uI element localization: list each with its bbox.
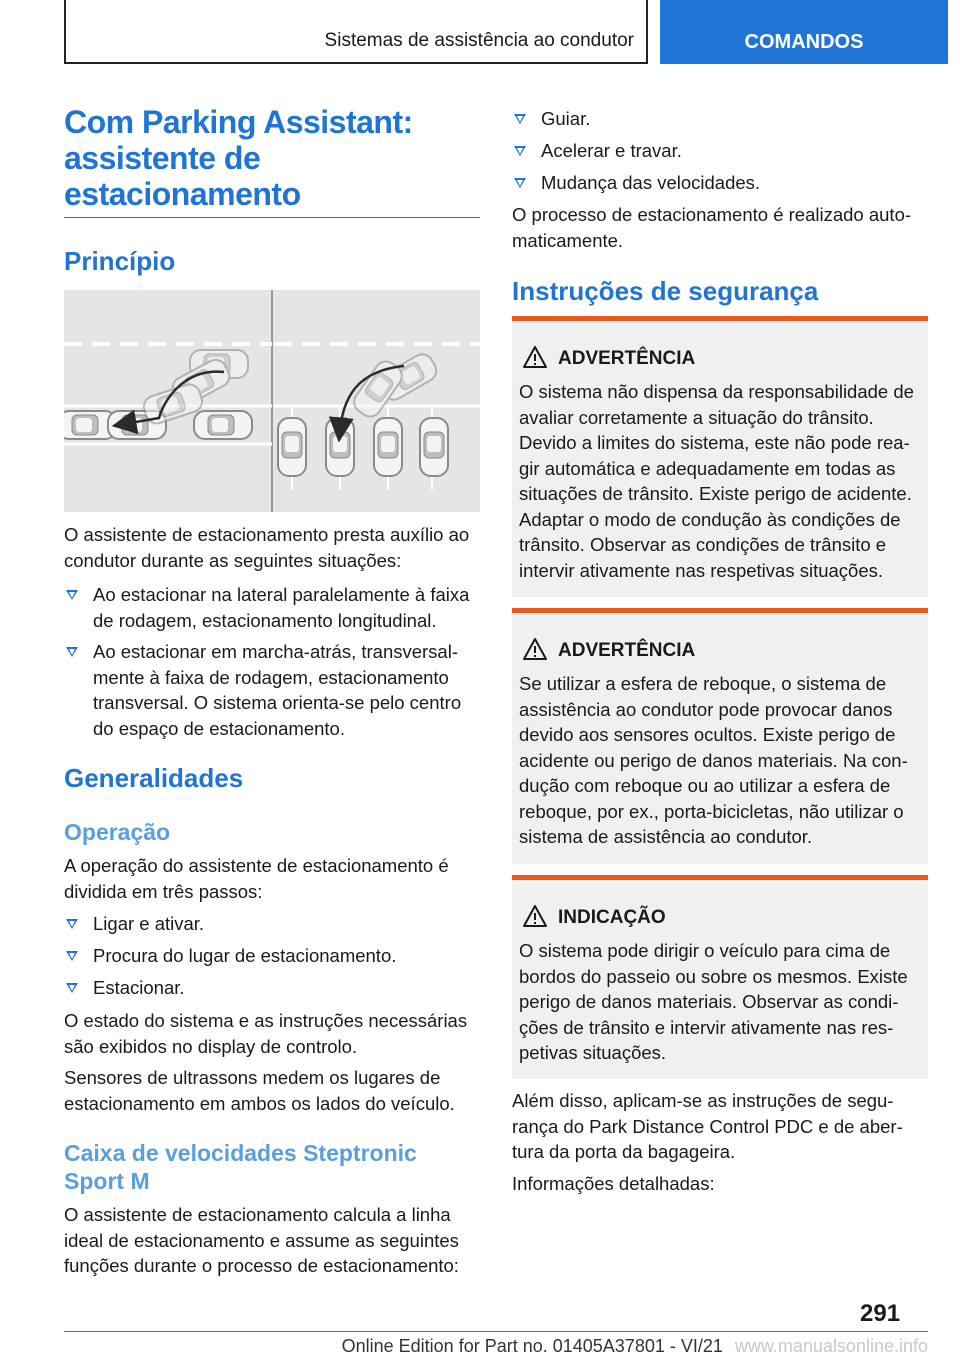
bullet-triangle-icon (66, 983, 78, 993)
list-item (64, 911, 480, 937)
note-title: INDICAÇÃO (558, 907, 666, 928)
list-item-text: Ao estacionar em marcha-atrás, transversal-mente à faixa de rodagem, estacionamento transversal. O sistema orienta-se pelo centro do espaço de estacionamento. (93, 641, 462, 739)
warning-triangle-icon (522, 345, 548, 369)
warning-box (512, 316, 928, 597)
header-section-title: Sistemas de assistência ao condutor (324, 30, 634, 51)
footer-edition-line (0, 1336, 960, 1357)
list-item-text: Guiar. (541, 108, 591, 129)
header-section-box (64, 0, 648, 64)
list-item-text: Procura do lugar de estacionamento. (93, 945, 397, 966)
list-item-text: Estacionar. (93, 977, 185, 998)
note-text: O sistema pode dirigir o veículo para cima de bordos do passeio ou sobre os mesmos. Existe perigo de danos materiais. Observar as condi-ções de trânsito e intervir ativamente nas res-petivas situações. (519, 940, 908, 1063)
watermark: www.manualsonline.info (734, 1336, 928, 1356)
list-item (64, 975, 480, 1001)
note-box (512, 875, 928, 1079)
footer-edition: Online Edition for Part no. 01405A37801 - VI/21 (341, 1336, 723, 1356)
paragraph-caixa: O assistente de estacionamento calcula a linha ideal de estacionamento e assume as seguintes funções durante o processo de estacionamento: (64, 1204, 459, 1276)
parking-diagram-image (64, 290, 480, 512)
header-tab-comandos[interactable]: COMANDOS (660, 0, 948, 64)
footer-divider (64, 1331, 928, 1332)
list-item (512, 170, 928, 196)
warning-box (512, 608, 928, 864)
warning-triangle-icon (522, 904, 548, 928)
list-item-text: Mudança das velocidades. (541, 172, 761, 193)
bullet-triangle-icon (66, 647, 78, 657)
list-item (64, 582, 480, 633)
heading-generalidades: Generalidades (64, 763, 244, 793)
paragraph-auto: O processo de estacionamento é realizado auto-maticamente. (512, 204, 912, 251)
page-number: 291 (860, 1300, 901, 1327)
paragraph-intro: O assistente de estacionamento presta auxílio ao condutor durante as seguintes situações: (64, 524, 470, 571)
list-item (64, 639, 480, 741)
list-item-text: Acelerar e travar. (541, 140, 682, 161)
paragraph-sensores: Sensores de ultrassons medem os lugares de estacionamento em ambos os lados do veículo. (64, 1067, 455, 1114)
warning-title: ADVERTÊNCIA (558, 348, 696, 369)
paragraph-operacao: A operação do assistente de estacionamento é dividida em três passos: (64, 855, 449, 902)
bullet-triangle-icon (66, 590, 78, 600)
bullet-triangle-icon (514, 178, 526, 188)
bullet-triangle-icon (514, 114, 526, 124)
page-title: Com Parking Assistant: assistente de estacionamento (64, 104, 413, 212)
warning-text: Se utilizar a esfera de reboque, o sistema de assistência ao condutor pode provocar danos devido aos sensores ocultos. Existe perigo de acidente ou perigo de danos materiais. Na con-dução com reboque ou ao utilizar a esfera de reboque, por ex., porta-bicicletas, não utilizar o sistema de assistência ao condutor. (519, 673, 908, 847)
parking-diagram-svg (64, 290, 480, 512)
paragraph-alem: Além disso, aplicam-se as instruções de segu-rança do Park Distance Control PDC e de aber-tura da porta da bagageira. (512, 1090, 903, 1162)
list-item (512, 138, 928, 164)
warning-text: O sistema não dispensa da responsabilidade de avaliar corretamente a situação do trânsito. Devido a limites do sistema, este não pode rea-gir automática e adequadamente em todas as situações de trânsito. Existe perigo de acidente. Adaptar o modo de condução às condições de trânsito. Observar as condições de trânsito e intervir ativamente nas respetivas situações. (519, 381, 914, 581)
list-item (64, 943, 480, 969)
list-item-text: Ao estacionar na lateral paralelamente à faixa de rodagem, estacionamento longitudinal. (93, 584, 470, 631)
heading-caixa-velocidades: Caixa de velocidades Steptronic Sport M (64, 1140, 417, 1194)
paragraph-estado: O estado do sistema e as instruções necessárias são exibidos no display de controlo. (64, 1010, 468, 1057)
bullet-triangle-icon (514, 146, 526, 156)
list-item (512, 106, 928, 132)
bullet-triangle-icon (66, 951, 78, 961)
title-divider (64, 217, 480, 218)
warning-triangle-icon (522, 637, 548, 661)
warning-title: ADVERTÊNCIA (558, 640, 696, 661)
heading-seguranca: Instruções de segurança (512, 276, 819, 306)
heading-principio: Princípio (64, 246, 176, 276)
bullet-triangle-icon (66, 919, 78, 929)
paragraph-info: Informações detalhadas: (512, 1173, 715, 1194)
heading-operacao: Operação (64, 819, 171, 845)
list-item-text: Ligar e ativar. (93, 913, 205, 934)
